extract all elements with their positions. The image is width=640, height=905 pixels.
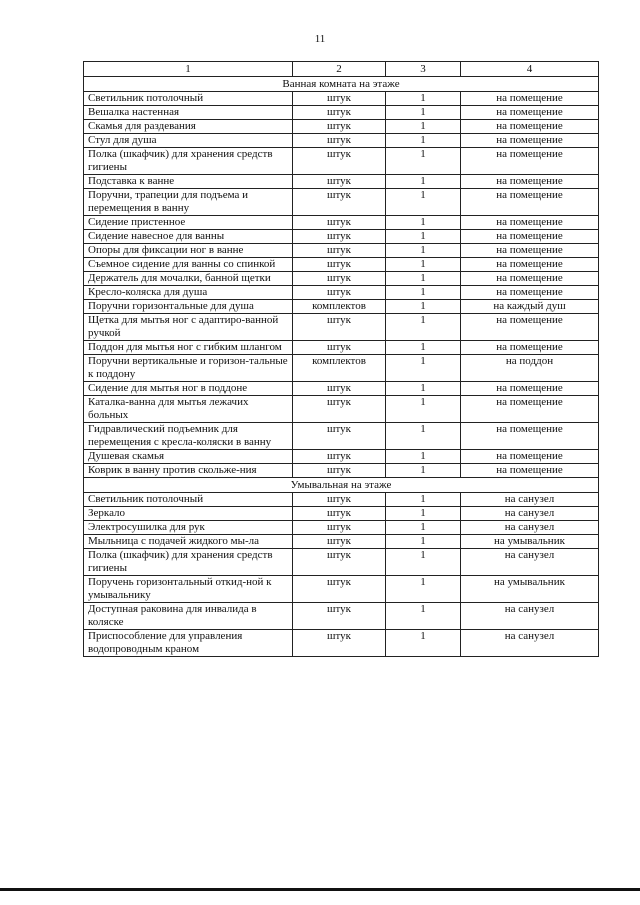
- item-name: Светильник потолочный: [84, 493, 293, 507]
- header-row: [84, 62, 599, 77]
- item-allocation: на поддон: [461, 355, 599, 382]
- table-row: [84, 535, 599, 549]
- item-allocation: на помещение: [461, 134, 599, 148]
- item-quantity: 1: [386, 576, 461, 603]
- page-number: 11: [314, 33, 326, 45]
- item-name: Вешалка настенная: [84, 106, 293, 120]
- item-name: Доступная раковина для инвалида в коляске: [84, 603, 293, 630]
- item-unit: штук: [293, 134, 386, 148]
- item-unit: штук: [293, 464, 386, 478]
- item-quantity: 1: [386, 106, 461, 120]
- item-unit: штук: [293, 382, 386, 396]
- table-row: [84, 549, 599, 576]
- table-row: [84, 244, 599, 258]
- section-row: [84, 77, 599, 92]
- table-row: [84, 493, 599, 507]
- item-unit: штук: [293, 189, 386, 216]
- item-unit: штук: [293, 92, 386, 106]
- table-row: [84, 230, 599, 244]
- item-allocation: на санузел: [461, 603, 599, 630]
- item-name: Скамья для раздевания: [84, 120, 293, 134]
- item-quantity: 1: [386, 286, 461, 300]
- item-allocation: на санузел: [461, 549, 599, 576]
- item-allocation: на помещение: [461, 106, 599, 120]
- item-quantity: 1: [386, 189, 461, 216]
- table-row: [84, 120, 599, 134]
- item-name: Мыльница с подачей жидкого мы-ла: [84, 535, 293, 549]
- bottom-rule: [0, 888, 640, 891]
- header-col-2: 2: [293, 62, 386, 77]
- item-quantity: 1: [386, 535, 461, 549]
- item-quantity: 1: [386, 258, 461, 272]
- table-row: [84, 630, 599, 657]
- item-quantity: 1: [386, 549, 461, 576]
- item-name: Поддон для мытья ног с гибким шлангом: [84, 341, 293, 355]
- item-quantity: 1: [386, 244, 461, 258]
- table-row: [84, 216, 599, 230]
- table-row: [84, 92, 599, 106]
- item-unit: штук: [293, 603, 386, 630]
- item-allocation: на помещение: [461, 92, 599, 106]
- table-row: [84, 258, 599, 272]
- table-row: [84, 272, 599, 286]
- item-name: Каталка-ванна для мытья лежачих больных: [84, 396, 293, 423]
- item-name: Поручни горизонтальные для душа: [84, 300, 293, 314]
- item-unit: штук: [293, 314, 386, 341]
- item-quantity: 1: [386, 272, 461, 286]
- item-name: Сидение для мытья ног в поддоне: [84, 382, 293, 396]
- section-title: Умывальная на этаже: [84, 478, 599, 493]
- item-allocation: на помещение: [461, 258, 599, 272]
- item-unit: штук: [293, 521, 386, 535]
- item-unit: штук: [293, 106, 386, 120]
- item-allocation: на помещение: [461, 272, 599, 286]
- item-name: Поручни, трапеции для подъема и перемещения в ванну: [84, 189, 293, 216]
- item-name: Гидравлический подъемник для перемещения с кресла-коляски в ванну: [84, 423, 293, 450]
- table-row: [84, 286, 599, 300]
- item-quantity: 1: [386, 464, 461, 478]
- item-allocation: на помещение: [461, 286, 599, 300]
- item-allocation: на каждый душ: [461, 300, 599, 314]
- item-name: Полка (шкафчик) для хранения средств гигиены: [84, 549, 293, 576]
- item-name: Поручни вертикальные и горизон-тальные к поддону: [84, 355, 293, 382]
- item-name: Стул для душа: [84, 134, 293, 148]
- header-col-1: 1: [84, 62, 293, 77]
- item-quantity: 1: [386, 120, 461, 134]
- item-name: Коврик в ванну против скольже-ния: [84, 464, 293, 478]
- item-unit: штук: [293, 272, 386, 286]
- item-allocation: на помещение: [461, 120, 599, 134]
- item-name: Приспособление для управления водопроводным краном: [84, 630, 293, 657]
- item-name: Кресло-коляска для душа: [84, 286, 293, 300]
- section-row: [84, 478, 599, 493]
- item-allocation: на помещение: [461, 396, 599, 423]
- item-allocation: на помещение: [461, 148, 599, 175]
- table-row: [84, 521, 599, 535]
- item-allocation: на помещение: [461, 341, 599, 355]
- item-quantity: 1: [386, 175, 461, 189]
- header-col-4: 4: [461, 62, 599, 77]
- item-allocation: на умывальник: [461, 535, 599, 549]
- item-quantity: 1: [386, 341, 461, 355]
- table-row: [84, 603, 599, 630]
- item-allocation: на помещение: [461, 382, 599, 396]
- item-quantity: 1: [386, 148, 461, 175]
- item-unit: штук: [293, 630, 386, 657]
- item-quantity: 1: [386, 134, 461, 148]
- table-row: [84, 106, 599, 120]
- item-quantity: 1: [386, 493, 461, 507]
- table-row: [84, 148, 599, 175]
- table-row: [84, 314, 599, 341]
- item-name: Съемное сидение для ванны со спинкой: [84, 258, 293, 272]
- item-unit: штук: [293, 230, 386, 244]
- item-unit: штук: [293, 148, 386, 175]
- item-quantity: 1: [386, 603, 461, 630]
- item-quantity: 1: [386, 396, 461, 423]
- item-quantity: 1: [386, 382, 461, 396]
- item-allocation: на помещение: [461, 423, 599, 450]
- header-col-3: 3: [386, 62, 461, 77]
- item-quantity: 1: [386, 230, 461, 244]
- item-quantity: 1: [386, 92, 461, 106]
- item-quantity: 1: [386, 314, 461, 341]
- item-quantity: 1: [386, 216, 461, 230]
- item-allocation: на санузел: [461, 630, 599, 657]
- item-quantity: 1: [386, 355, 461, 382]
- item-unit: штук: [293, 120, 386, 134]
- item-allocation: на помещение: [461, 216, 599, 230]
- table-row: [84, 134, 599, 148]
- item-allocation: на помещение: [461, 175, 599, 189]
- item-name: Щетка для мытья ног с адаптиро-ванной ручкой: [84, 314, 293, 341]
- table-row: [84, 189, 599, 216]
- table-row: [84, 175, 599, 189]
- item-allocation: на помещение: [461, 230, 599, 244]
- table-row: [84, 396, 599, 423]
- item-allocation: на помещение: [461, 244, 599, 258]
- item-quantity: 1: [386, 507, 461, 521]
- table-row: [84, 464, 599, 478]
- table-row: [84, 423, 599, 450]
- table-row: [84, 382, 599, 396]
- table-body: [84, 62, 599, 657]
- item-allocation: на помещение: [461, 314, 599, 341]
- table-row: [84, 341, 599, 355]
- item-name: Зеркало: [84, 507, 293, 521]
- item-name: Сидение пристенное: [84, 216, 293, 230]
- item-allocation: на санузел: [461, 507, 599, 521]
- item-allocation: на помещение: [461, 450, 599, 464]
- item-unit: штук: [293, 535, 386, 549]
- item-name: Опоры для фиксации ног в ванне: [84, 244, 293, 258]
- item-unit: штук: [293, 244, 386, 258]
- table-row: [84, 576, 599, 603]
- section-title: Ванная комната на этаже: [84, 77, 599, 92]
- item-unit: штук: [293, 258, 386, 272]
- item-unit: штук: [293, 396, 386, 423]
- table-row: [84, 300, 599, 314]
- item-quantity: 1: [386, 521, 461, 535]
- item-quantity: 1: [386, 423, 461, 450]
- item-name: Сидение навесное для ванны: [84, 230, 293, 244]
- table-row: [84, 450, 599, 464]
- item-allocation: на помещение: [461, 464, 599, 478]
- item-allocation: на помещение: [461, 189, 599, 216]
- table-row: [84, 355, 599, 382]
- item-quantity: 1: [386, 450, 461, 464]
- item-unit: штук: [293, 507, 386, 521]
- item-unit: штук: [293, 450, 386, 464]
- item-unit: штук: [293, 423, 386, 450]
- item-name: Полка (шкафчик) для хранения средств гигиены: [84, 148, 293, 175]
- item-allocation: на санузел: [461, 493, 599, 507]
- item-unit: штук: [293, 286, 386, 300]
- item-unit: штук: [293, 493, 386, 507]
- item-name: Душевая скамья: [84, 450, 293, 464]
- item-name: Держатель для мочалки, банной щетки: [84, 272, 293, 286]
- item-unit: штук: [293, 549, 386, 576]
- item-unit: штук: [293, 175, 386, 189]
- table-row: [84, 507, 599, 521]
- item-name: Светильник потолочный: [84, 92, 293, 106]
- equipment-table: [83, 61, 599, 657]
- item-allocation: на санузел: [461, 521, 599, 535]
- item-quantity: 1: [386, 630, 461, 657]
- item-unit: штук: [293, 576, 386, 603]
- item-unit: комплектов: [293, 300, 386, 314]
- item-unit: комплектов: [293, 355, 386, 382]
- item-quantity: 1: [386, 300, 461, 314]
- item-name: Поручень горизонтальный откид-ной к умывальнику: [84, 576, 293, 603]
- item-name: Подставка к ванне: [84, 175, 293, 189]
- item-unit: штук: [293, 216, 386, 230]
- item-unit: штук: [293, 341, 386, 355]
- item-name: Электросушилка для рук: [84, 521, 293, 535]
- item-allocation: на умывальник: [461, 576, 599, 603]
